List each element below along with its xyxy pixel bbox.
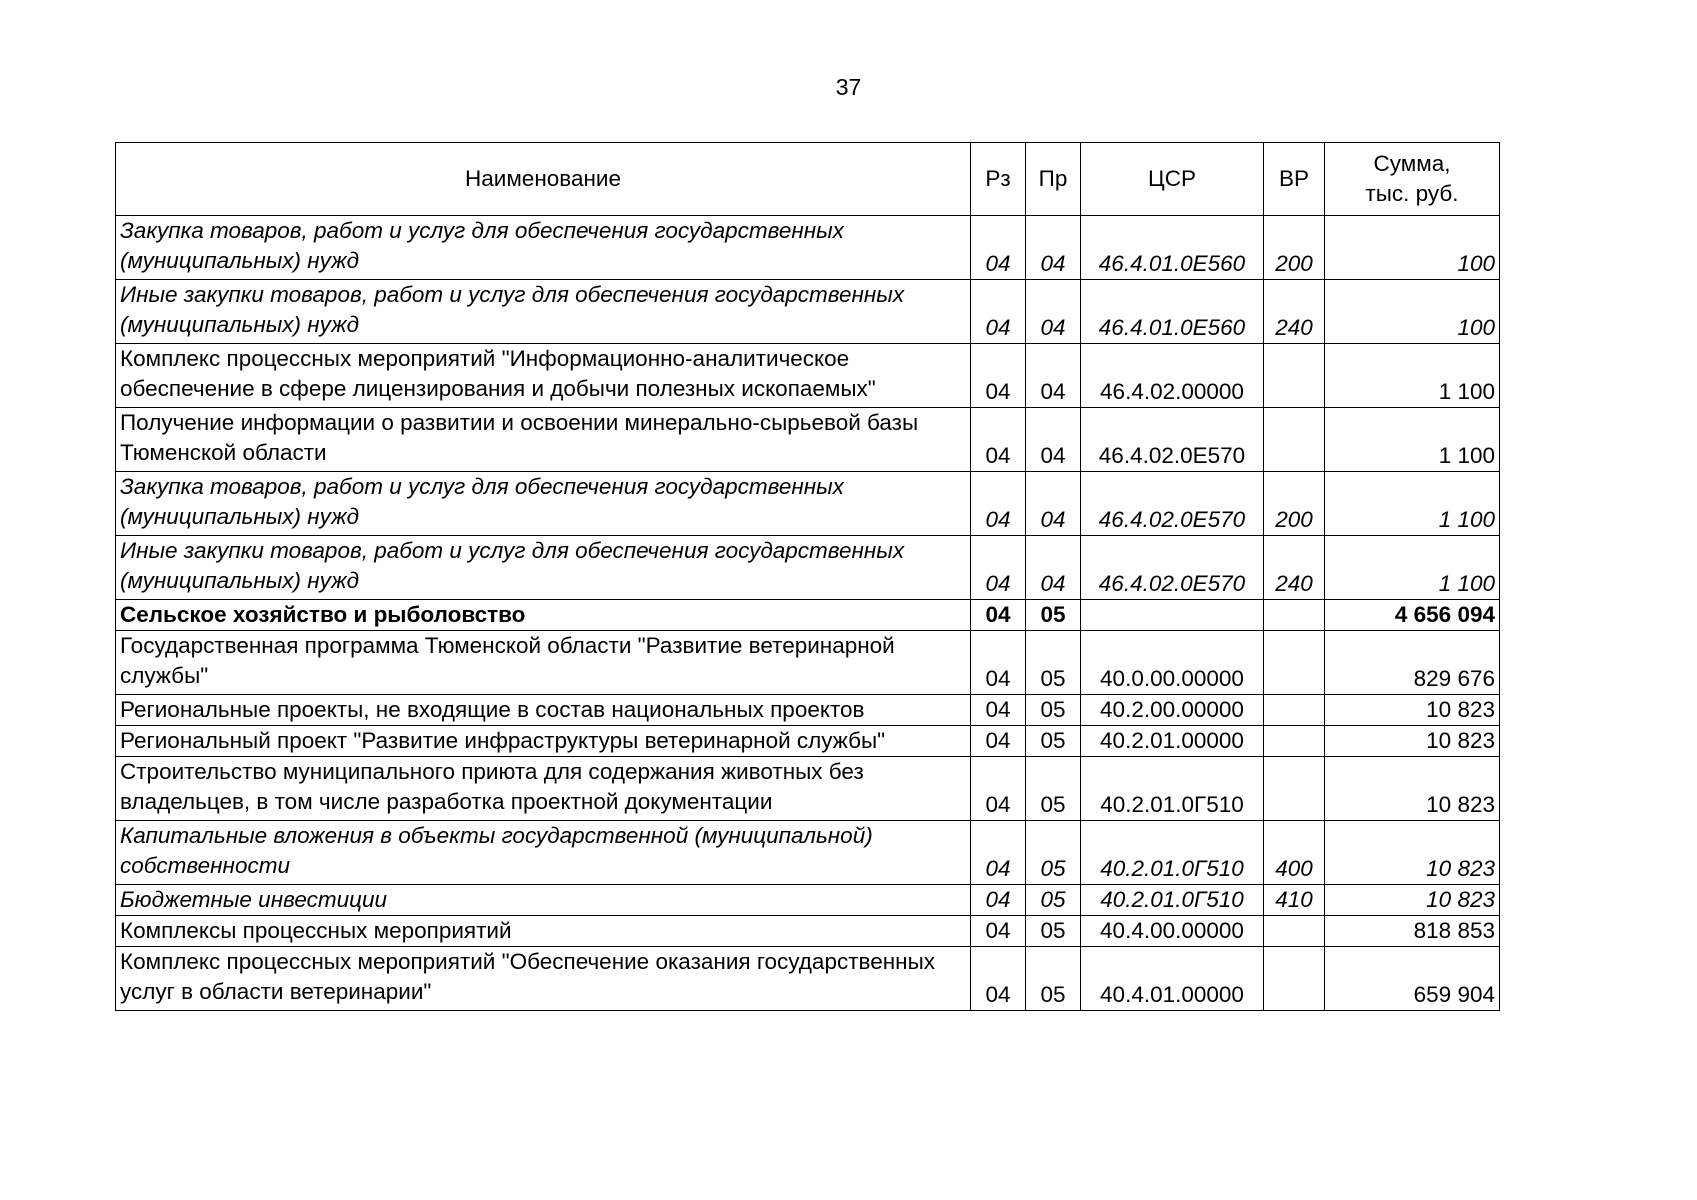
row-name-cell: Получение информации о развитии и освоении минерально-сырьевой базы Тюменской области: [116, 408, 971, 472]
row-vr-cell: [1264, 408, 1325, 472]
row-name-cell: Комплекс процессных мероприятий "Обеспечение оказания государственных услуг в области ветеринарии": [116, 947, 971, 1011]
row-csr-cell: 40.2.01.00000: [1081, 726, 1264, 757]
row-csr-cell: 46.4.01.0Е560: [1081, 216, 1264, 280]
row-sum-cell: 10 823: [1325, 726, 1500, 757]
row-name-cell: Государственная программа Тюменской области "Развитие ветеринарной службы": [116, 631, 971, 695]
row-vr-cell: [1264, 695, 1325, 726]
table-row: [116, 885, 1500, 916]
header-vr: ВР: [1264, 143, 1325, 216]
row-sum-cell: 1 100: [1325, 344, 1500, 408]
row-sum-cell: 10 823: [1325, 695, 1500, 726]
row-rz-cell: 04: [971, 408, 1026, 472]
row-csr-cell: 46.4.02.00000: [1081, 344, 1264, 408]
row-sum-cell: 1 100: [1325, 536, 1500, 600]
row-name-cell: Комплекс процессных мероприятий "Информационно-аналитическое обеспечение в сфере лицензирования и добычи полезных ископаемых": [116, 344, 971, 408]
row-pr-cell: 04: [1026, 408, 1081, 472]
row-rz-cell: 04: [971, 216, 1026, 280]
row-rz-cell: 04: [971, 916, 1026, 947]
row-csr-cell: 40.2.01.0Г510: [1081, 757, 1264, 821]
row-name-cell: Региональные проекты, не входящие в состав национальных проектов: [116, 695, 971, 726]
row-csr-cell: 40.4.01.00000: [1081, 947, 1264, 1011]
row-pr-cell: 05: [1026, 695, 1081, 726]
header-sum-line2: тыс. руб.: [1365, 181, 1459, 206]
table-row: [116, 216, 1500, 280]
row-name-cell: Комплексы процессных мероприятий: [116, 916, 971, 947]
row-vr-cell: [1264, 947, 1325, 1011]
row-vr-cell: [1264, 757, 1325, 821]
table-row: [116, 916, 1500, 947]
table-row: [116, 344, 1500, 408]
row-name-cell: Закупка товаров, работ и услуг для обеспечения государственных (муниципальных) нужд: [116, 472, 971, 536]
row-pr-cell: 05: [1026, 757, 1081, 821]
header-csr: ЦСР: [1081, 143, 1264, 216]
table-header-row: [116, 143, 1500, 216]
row-csr-cell: 46.4.02.0Е570: [1081, 472, 1264, 536]
row-rz-cell: 04: [971, 947, 1026, 1011]
row-name-cell: Сельское хозяйство и рыболовство: [116, 600, 971, 631]
row-pr-cell: 05: [1026, 916, 1081, 947]
row-rz-cell: 04: [971, 695, 1026, 726]
row-name-cell: Региональный проект "Развитие инфраструктуры ветеринарной службы": [116, 726, 971, 757]
row-pr-cell: 04: [1026, 472, 1081, 536]
header-sum-line1: Сумма,: [1373, 151, 1451, 176]
row-vr-cell: 240: [1264, 536, 1325, 600]
budget-table: [115, 142, 1500, 1011]
row-csr-cell: 46.4.02.0Е570: [1081, 408, 1264, 472]
row-vr-cell: 200: [1264, 472, 1325, 536]
header-pr: Пр: [1026, 143, 1081, 216]
row-vr-cell: 400: [1264, 821, 1325, 885]
table-row: [116, 726, 1500, 757]
header-name: Наименование: [116, 143, 971, 216]
row-sum-cell: 100: [1325, 216, 1500, 280]
row-pr-cell: 04: [1026, 216, 1081, 280]
row-name-cell: Иные закупки товаров, работ и услуг для обеспечения государственных (муниципальных) нужд: [116, 536, 971, 600]
row-sum-cell: 10 823: [1325, 885, 1500, 916]
table-row: [116, 280, 1500, 344]
row-csr-cell: 40.2.00.00000: [1081, 695, 1264, 726]
row-pr-cell: 05: [1026, 631, 1081, 695]
row-csr-cell: 40.2.01.0Г510: [1081, 885, 1264, 916]
row-pr-cell: 04: [1026, 280, 1081, 344]
row-vr-cell: 240: [1264, 280, 1325, 344]
table-row: [116, 695, 1500, 726]
row-sum-cell: 100: [1325, 280, 1500, 344]
table-row: [116, 408, 1500, 472]
row-csr-cell: 40.2.01.0Г510: [1081, 821, 1264, 885]
row-rz-cell: 04: [971, 280, 1026, 344]
row-sum-cell: 659 904: [1325, 947, 1500, 1011]
row-pr-cell: 04: [1026, 344, 1081, 408]
table-row: [116, 821, 1500, 885]
row-name-cell: Закупка товаров, работ и услуг для обеспечения государственных (муниципальных) нужд: [116, 216, 971, 280]
row-pr-cell: 05: [1026, 600, 1081, 631]
row-vr-cell: [1264, 600, 1325, 631]
table-row: [116, 472, 1500, 536]
row-rz-cell: 04: [971, 600, 1026, 631]
row-sum-cell: 10 823: [1325, 821, 1500, 885]
table-row: [116, 600, 1500, 631]
row-vr-cell: [1264, 726, 1325, 757]
row-rz-cell: 04: [971, 472, 1026, 536]
row-name-cell: Строительство муниципального приюта для содержания животных без владельцев, в том числе разработка проектной документации: [116, 757, 971, 821]
row-rz-cell: 04: [971, 885, 1026, 916]
row-pr-cell: 04: [1026, 536, 1081, 600]
row-sum-cell: 10 823: [1325, 757, 1500, 821]
row-vr-cell: [1264, 344, 1325, 408]
row-csr-cell: [1081, 600, 1264, 631]
row-rz-cell: 04: [971, 726, 1026, 757]
row-rz-cell: 04: [971, 344, 1026, 408]
header-sum: [1325, 143, 1500, 216]
page-number: 37: [835, 74, 862, 100]
row-rz-cell: 04: [971, 757, 1026, 821]
row-pr-cell: 05: [1026, 726, 1081, 757]
table-row: [116, 947, 1500, 1011]
row-pr-cell: 05: [1026, 885, 1081, 916]
row-name-cell: Иные закупки товаров, работ и услуг для обеспечения государственных (муниципальных) нужд: [116, 280, 971, 344]
row-name-cell: Капитальные вложения в объекты государственной (муниципальной) собственности: [116, 821, 971, 885]
table-row: [116, 631, 1500, 695]
row-sum-cell: 1 100: [1325, 472, 1500, 536]
row-vr-cell: 410: [1264, 885, 1325, 916]
row-sum-cell: 1 100: [1325, 408, 1500, 472]
row-sum-cell: 4 656 094: [1325, 600, 1500, 631]
row-vr-cell: [1264, 631, 1325, 695]
row-csr-cell: 46.4.01.0Е560: [1081, 280, 1264, 344]
row-rz-cell: 04: [971, 821, 1026, 885]
row-pr-cell: 05: [1026, 947, 1081, 1011]
row-sum-cell: 818 853: [1325, 916, 1500, 947]
table-row: [116, 536, 1500, 600]
table-row: [116, 757, 1500, 821]
row-rz-cell: 04: [971, 631, 1026, 695]
row-csr-cell: 40.4.00.00000: [1081, 916, 1264, 947]
row-sum-cell: 829 676: [1325, 631, 1500, 695]
row-rz-cell: 04: [971, 536, 1026, 600]
row-vr-cell: [1264, 916, 1325, 947]
row-vr-cell: 200: [1264, 216, 1325, 280]
row-pr-cell: 05: [1026, 821, 1081, 885]
header-rz: Рз: [971, 143, 1026, 216]
row-name-cell: Бюджетные инвестиции: [116, 885, 971, 916]
row-csr-cell: 46.4.02.0Е570: [1081, 536, 1264, 600]
row-csr-cell: 40.0.00.00000: [1081, 631, 1264, 695]
table-body: [116, 216, 1500, 1011]
